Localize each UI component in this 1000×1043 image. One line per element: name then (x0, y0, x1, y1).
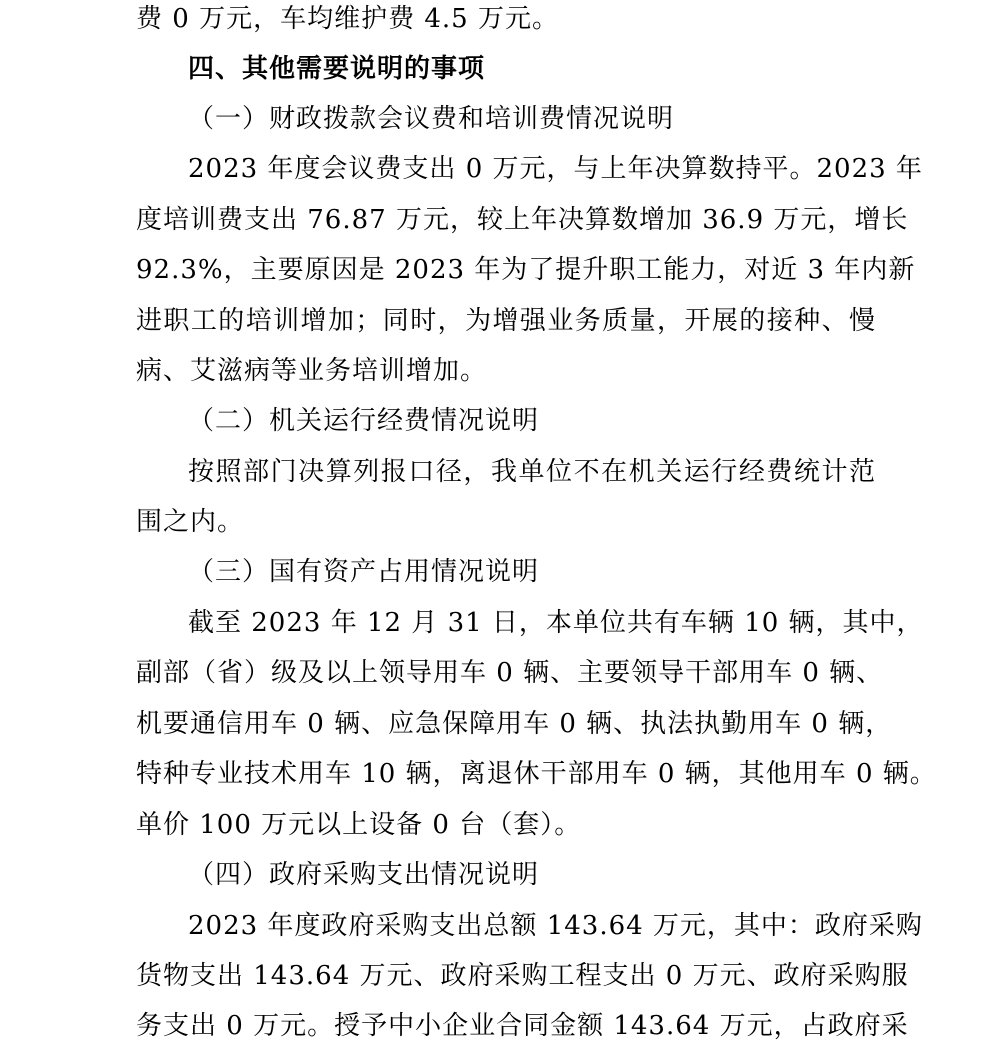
paragraph-line: 副部（省）级及以上领导用车 0 辆、主要领导干部用车 0 辆、 (136, 658, 884, 688)
paragraph-line: 单价 100 万元以上设备 0 台（套）。 (136, 810, 582, 840)
paragraph-line: 截至 2023 年 12 月 31 日，本单位共有车辆 10 辆，其中， (188, 608, 924, 638)
paragraph-line: 度培训费支出 76.87 万元，较上年决算数增加 36.9 万元，增长 (136, 205, 909, 235)
subsection-heading: （四）政府采购支出情况说明 (188, 860, 540, 890)
subsection-heading: （二）机关运行经费情况说明 (188, 406, 540, 436)
paragraph-line: 2023 年度会议费支出 0 万元，与上年决算数持平。2023 年 (188, 154, 923, 184)
paragraph-line: 围之内。 (136, 507, 245, 537)
paragraph-line: 机要通信用车 0 辆、应急保障用车 0 辆、执法执勤用车 0 辆， (136, 709, 893, 739)
text-line: 费 0 万元，车均维护费 4.5 万元。 (136, 4, 559, 34)
paragraph-line: 特种专业技术用车 10 辆，离退休干部用车 0 辆，其他用车 0 辆。 (136, 759, 937, 789)
subsection-heading: （一）财政拨款会议费和培训费情况说明 (188, 104, 675, 134)
paragraph-line: 进职工的培训增加；同时，为增强业务质量，开展的接种、慢 (136, 306, 876, 336)
paragraph-line: 92.3%，主要原因是 2023 年为了提升职工能力，对近 3 年内新 (136, 255, 916, 285)
subsection-heading: （三）国有资产占用情况说明 (188, 557, 540, 587)
paragraph-line: 货物支出 143.64 万元、政府采购工程支出 0 万元、政府采购服 (136, 961, 909, 991)
paragraph-line: 务支出 0 万元。授予中小企业合同金额 143.64 万元，占政府采 (136, 1011, 909, 1041)
paragraph-line: 按照部门决算列报口径，我单位不在机关运行经费统计范 (188, 457, 876, 487)
paragraph-line: 2023 年度政府采购支出总额 143.64 万元，其中：政府采购 (188, 911, 923, 941)
paragraph-line: 病、艾滋病等业务培训增加。 (136, 356, 488, 386)
section-heading: 四、其他需要说明的事项 (188, 54, 486, 84)
